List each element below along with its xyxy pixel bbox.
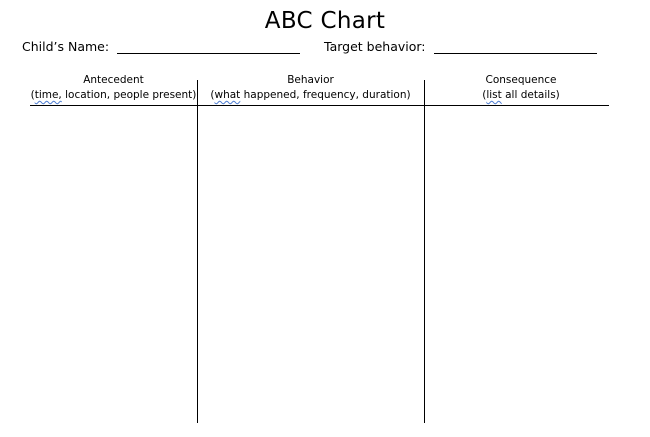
target-behavior-blank-line — [434, 38, 597, 54]
column-heading: Behavior — [287, 74, 334, 86]
header-underline — [30, 105, 609, 106]
column-header-consequence — [424, 73, 618, 103]
column-heading: Consequence — [485, 74, 557, 86]
note-spellcheck-word: list — [486, 89, 502, 101]
page-title: ABC Chart — [264, 8, 386, 34]
child-name-label: Child’s Name: — [22, 39, 110, 54]
note-open-paren: ( — [30, 89, 35, 101]
note-text: happened, frequency, duration) — [240, 89, 411, 101]
note-spellcheck-word: what — [214, 89, 241, 101]
column-divider-2 — [424, 80, 425, 423]
note-open-paren: ( — [482, 89, 487, 101]
note-open-paren: ( — [210, 89, 215, 101]
column-divider-1 — [197, 80, 198, 423]
target-behavior-label: Target behavior: — [324, 39, 426, 54]
column-header-antecedent — [30, 73, 197, 103]
column-note — [197, 88, 424, 103]
column-note — [424, 88, 618, 103]
note-text: location, people present) — [61, 89, 197, 101]
target-behavior-field — [324, 38, 597, 56]
child-name-field — [22, 38, 300, 56]
note-text: all details) — [501, 89, 560, 101]
column-header-behavior — [197, 73, 424, 103]
child-name-blank-line — [117, 38, 300, 54]
column-note — [30, 88, 197, 103]
column-heading: Antecedent — [83, 74, 144, 86]
note-spellcheck-word: time, — [34, 89, 62, 101]
